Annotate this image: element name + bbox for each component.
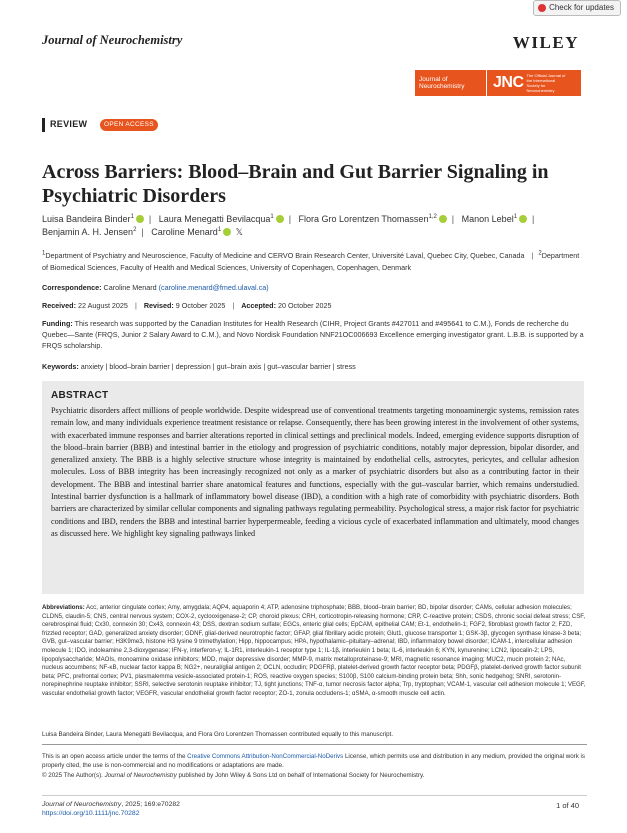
date-separator: | <box>134 301 137 310</box>
abbreviations-text: Acc, anterior cingulate cortex; Amy, amygdala; AQP4, aquaporin 4; ATP, adenosine triphosphate; BBB, blood–brain barrier; BD, bipolar disorder; CAMs, cellular adhesion molecules; CLDN5, claudin-5; CNS, central nervous system; COX-2, cyclooxigenase-2; CP, choroid plexus; CRH, corticotropin-releasing hormone; CRP, C-reactive protein; CSDS, chronic social defeat stress; CSF, cerebrospinal fluid; Cx30, connexin 30; Cx43, connexin 43; DSS, dextran sodium sulfate; EGCs, enteric glial cells; EpCAM, epithelial CAM; Et-1, endothelin-1; FGF2, fibroblast growth factor 2; FZD, frizzled receptor; GAD, generalized anxiety disorder; GDNF, glial-derived neurotrophic factor; GFAP, glial fibrillary acidic protein; Glut1, glucose transporter 1; GSK-3β, glycogen synthase kinase-3 beta; GVB, gut–vascular barrier; H3K9me3, histone H3 lysine 9 trimethylation; Hipp, hippocampus; HPA, hypothalamic–pituitary–adrenal; IBD, inflammatory bowel disorder; ICAM-1, intercellular adhesion molecule 1; IDO, indoleamine 2,3-dioxygenase; IFN-γ, interferon-γ; IL-1R1, interleukin-1 receptor type 1; IL-1β, interleukin 1 beta; IL-6, interleukin 6; KYN, kynurenine; LCN2, lipocalin-2; LPS, lipopolysaccharide; MAOIs, monoamine oxidase inhibitors; MDD, major depressive disorder; MMP-9, matrix metalloproteinase-9; MRI, magnetic resonance imaging; MUC2, mucin protein 2; NAc, nucleus accumbens; NF-κB, nuclear factor kappa B; NG2+, neural/glial antigen 2; OCLN, occludin; PDGFRβ, platelet-derived growth factor receptor beta; PDGFβ, platelet-derived growth factor subunit beta; PFC, prefrontal cortex; PV1, plasmalemma vesicle-associated protein-1; ROS, reactive oxygen species; S100β, S100 calcium-binding protein beta; Shh, sonic hedgehog; SNRI, serotonin-norepinephrine reuptake inhibitor; SSRI, selective serotonin reuptake inhibitor; TJ, tight junctions; TNF-α, tumor necrosis factor alpha; Trp, tryptophan; VCAM-1, vascular cell adhesion molecule 1; VEGF, vascular endothelial growth factor; VEGFR, vascular endothelial growth factor receptor; ZO-1, zonula occludens-1; αSMA, α-smooth muscle cell actin. <box>42 604 586 697</box>
author-name[interactable]: Laura Menegatti Bevilacqua <box>158 214 271 224</box>
author-separator: | <box>148 214 152 224</box>
orcid-icon[interactable] <box>223 228 231 236</box>
license-statement <box>42 752 587 780</box>
funding-label: Funding: <box>42 319 73 328</box>
author-affil-sup: 2 <box>133 227 137 233</box>
received-label: Received: <box>42 301 76 310</box>
open-access-badge: OPEN ACCESS <box>100 119 158 131</box>
author-affil-sup: 1,2 <box>428 214 437 220</box>
article-dates <box>42 300 332 311</box>
author-affil-sup: 1 <box>513 214 518 220</box>
revised-label: Revised: <box>143 301 174 310</box>
footer-journal: Journal of Neurochemistry <box>42 801 122 808</box>
author-name[interactable]: Flora Gro Lorentzen Thomassen <box>298 214 429 224</box>
banner-subtitle: The Official Journal of the International Society for Neurochemistry <box>526 73 566 93</box>
author-name[interactable]: Luisa Bandeira Binder <box>42 214 131 224</box>
jnc-logo: JNC <box>493 74 524 91</box>
banner-journal-name: Journal of Neurochemistry <box>415 70 487 96</box>
orcid-icon[interactable] <box>136 215 144 223</box>
copyright-journal: Journal of Neurochemistry <box>104 771 177 779</box>
correspondence-email-link[interactable]: (caroline.menard@fmed.ulaval.ca) <box>158 283 269 292</box>
x-social-icon[interactable]: 𝕏 <box>235 228 243 238</box>
correspondence-label: Correspondence: <box>42 283 102 292</box>
update-icon <box>538 4 546 12</box>
abstract-text: Psychiatric disorders affect millions of people worldwide. Despite widespread use of conventional treatments targeting monoaminergic systems, remission rates remain low, and many individuals experience treatment resistance or relapse. Consequently, there has been growing interest in the involvement of other systems, with exacerbated immune responses and barrier alterations reported in clinical settings and preclinical models. Indeed, emerging evidence supports disruption of the blood–brain barrier (BBB) and intestinal barrier in the etiology and progression of psychiatric conditions, notably major depression, bipolar disorder, and generalized anxiety. The BBB is a highly selective structure whose integrity is maintained by endothelial cells, astrocytes, pericytes, and cellular adhesion molecules. Loss of BBB integrity has been increasingly recognized not only as a marker of psychiatric disorders but also as a contributing factor in their development. The BBB and intestinal barrier share anatomical features and functions, especially with the gut–vascular barrier, which remains understudied. Intestinal barrier dysfunction is a hallmark of inflammatory bowel disease (IBD), a condition with a high rate of comorbidity with psychiatric disorders. Both barriers are characterized by similar cellular components and signaling pathways regulating permeability. Psychological stress, a major risk factor for psychiatric conditions and IBD, renders the BBB and intestinal barrier hyperpermeable, feeding a vicious cycle of exacerbated inflammation and ultimately, mood changes as discussed here. We highlight key signaling pathways linked <box>51 406 579 538</box>
license-link[interactable]: Creative Commons Attribution-NonCommercial-NoDerivs <box>187 753 344 760</box>
footer-volume: , 2025; 169:e70282 <box>121 801 180 808</box>
check-for-updates-button[interactable] <box>533 0 621 16</box>
license-text-after: License, which permits use and distribution in any medium, provided the original work is properly cited, the use is non-commercial and no modifications or adaptations are made. <box>42 753 586 770</box>
journal-banner <box>415 70 581 96</box>
check-for-updates-label: Check for updates <box>549 3 614 12</box>
journal-name: Journal of Neurochemistry <box>42 33 183 47</box>
divider <box>42 744 587 745</box>
orcid-icon[interactable] <box>439 215 447 223</box>
copyright-text: © 2025 The Author(s). <box>42 771 105 779</box>
accepted-date: 20 October 2025 <box>277 301 332 310</box>
copyright-publisher: published by John Wiley & Sons Ltd on behalf of International Society for Neurochemistry. <box>176 771 425 779</box>
author-separator: | <box>141 227 144 237</box>
affiliations <box>42 250 587 274</box>
author-list <box>42 213 587 240</box>
doi-link[interactable]: https://doi.org/10.1111/jnc.70282 <box>42 810 140 817</box>
affiliation-sup: 2 <box>538 250 542 257</box>
keywords-label: Keywords: <box>42 362 79 371</box>
license-text-before: This is an open access article under the terms of the <box>42 753 188 760</box>
orcid-icon[interactable] <box>519 215 527 223</box>
author-separator: | <box>451 214 455 224</box>
footer-divider <box>42 795 587 796</box>
author-affil-sup: 1 <box>130 214 134 220</box>
abbreviations-label: Abbreviations: <box>42 604 85 611</box>
correspondence <box>42 282 269 293</box>
author-affil-sup: 1 <box>270 214 274 220</box>
author-name[interactable]: Caroline Menard <box>151 227 218 237</box>
abbreviations <box>42 604 587 699</box>
received-date: 22 August 2025 <box>77 301 128 310</box>
footer-citation <box>42 801 180 808</box>
author-contribution-note: Luisa Bandeira Binder, Laura Menegatti Bevilacqua, and Flora Gro Lorentzen Thomassen contributed equally to this manuscript. <box>42 731 394 738</box>
revised-date: 9 October 2025 <box>175 301 226 310</box>
article-title: Across Barriers: Blood–Brain and Gut Barrier Signaling in Psychiatric Disorders <box>42 161 549 207</box>
author-name[interactable]: Benjamin A. H. Jensen <box>42 227 134 237</box>
author-separator: | <box>532 214 535 224</box>
author-affil-sup: 1 <box>217 227 222 233</box>
accepted-label: Accepted: <box>241 301 276 310</box>
page-number: 1 of 40 <box>556 801 579 810</box>
funding-statement <box>42 318 587 351</box>
publisher-logo: WILEY <box>512 33 579 52</box>
keywords-text: anxiety | blood–brain barrier | depression | gut–brain axis | gut–vascular barrier | stress <box>80 362 356 371</box>
correspondence-name: Caroline Menard <box>103 283 157 292</box>
affiliation-2: Department of Biomedical Sciences, Faculty of Health and Medical Sciences, University of Copenhagen, Copenhagen, Denmark <box>42 251 580 272</box>
abstract-heading: ABSTRACT <box>51 390 109 401</box>
author-separator: | <box>288 214 292 224</box>
date-separator: | <box>232 301 235 310</box>
orcid-icon[interactable] <box>276 215 284 223</box>
keywords <box>42 361 587 372</box>
article-type: REVIEW <box>50 119 88 129</box>
article-type-marker <box>42 118 45 132</box>
affiliation-1: Department of Psychiatry and Neuroscience, Faculty of Medicine and CERVO Brain Research Center, Université Laval, Quebec City, Quebec, Canada <box>45 251 525 260</box>
author-name[interactable]: Manon Lebel <box>461 214 514 224</box>
funding-text: This research was supported by the Canadian Institutes for Health Research (CIHR, Project Grants #427011 and #495641 to C.M.), Fonds de recherche du Quebec—Sante (FRQS, Junior 2 Salary Award to C.M.), and Novo Nordisk Foundation NNF21OC006693 Excellence emerging investigator grant. L.B.B. is supported by a FRQS scholarship. <box>42 319 584 350</box>
affiliation-separator: | <box>531 251 534 260</box>
affiliation-sup: 1 <box>42 250 46 257</box>
